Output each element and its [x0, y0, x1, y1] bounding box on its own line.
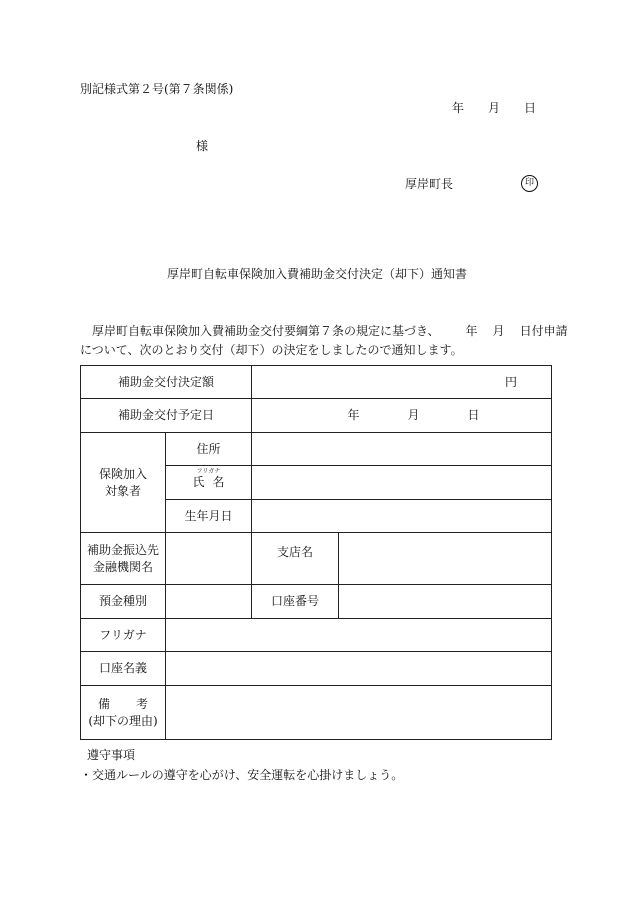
addressee-suffix: 様: [196, 139, 209, 153]
form-id: 別記様式第２号(第７条関係): [80, 82, 234, 96]
document-title: 厚岸町自転車保険加入費補助金交付決定（却下）通知書: [167, 267, 468, 281]
remarks-sub-label: (却下の理由): [88, 713, 158, 728]
remarks-label-1: 備: [97, 696, 110, 711]
name-label-1: 氏: [192, 475, 205, 489]
date-year: 年: [452, 101, 465, 115]
account-number-value: [339, 585, 552, 619]
decision-amount-label: 補助金交付決定額: [81, 366, 252, 399]
remarks-label-line: [81, 696, 165, 713]
bank-label-line-2: 金融機関名: [92, 559, 153, 574]
body-line-1-month: 月: [492, 324, 505, 338]
branch-value: [339, 533, 552, 585]
account-holder-value: [166, 652, 552, 686]
table-row: [81, 399, 552, 433]
address-value: [252, 433, 552, 466]
date-day-label: 日: [467, 408, 480, 422]
date-month-label: 月: [407, 408, 420, 422]
issuer-title: 厚岸町長: [405, 177, 454, 191]
body-line-1: [80, 322, 568, 341]
scheduled-date-label: 補助金交付予定日: [81, 399, 252, 433]
insured-label: [81, 433, 166, 533]
table-row: [81, 619, 552, 652]
remarks-label-2: 考: [136, 696, 149, 711]
date-day: 日: [524, 101, 537, 115]
yen-unit: 円: [505, 374, 518, 389]
furigana-label: フリガナ: [81, 619, 166, 652]
insured-label-line-1: 保険加入: [98, 466, 147, 481]
name-label: [166, 466, 252, 500]
seal-mark: 印: [521, 175, 538, 192]
address-label: 住所: [166, 433, 252, 466]
table-row: [81, 585, 552, 619]
birthdate-value: [252, 500, 552, 533]
table-row: [81, 433, 552, 466]
insured-label-line-2: 対象者: [104, 483, 141, 498]
name-furigana-small: フリガナ: [196, 468, 221, 475]
notification-table: [80, 365, 552, 740]
name-value: [252, 466, 552, 500]
decision-amount-value: [252, 366, 552, 399]
account-holder-label: 口座名義: [81, 652, 166, 686]
body-line-1-main: 厚岸町自転車保険加入費補助金交付要綱第７条の規定に基づき、: [92, 324, 440, 338]
bank-label-line-1: 補助金振込先: [86, 542, 159, 557]
deposit-type-value: [166, 585, 252, 619]
scheduled-date-value: [252, 399, 552, 433]
account-number-label: 口座番号: [252, 585, 339, 619]
notes-item: ・交通ルールの遵守を心がけ、安全運転を心掛けましょう。: [80, 768, 404, 782]
birthdate-label: 生年月日: [166, 500, 252, 533]
body-line-1-tail: 日付申請: [519, 324, 568, 338]
table-row: [81, 366, 552, 399]
table-row: [81, 686, 552, 740]
bank-value: [166, 533, 252, 585]
table-row: [81, 652, 552, 686]
date-year-label: 年: [347, 408, 360, 422]
furigana-value: [166, 619, 552, 652]
date-month: 月: [488, 101, 501, 115]
branch-label: 支店名: [252, 533, 339, 585]
name-label-2: 名: [212, 475, 225, 489]
body-line-1-year: 年: [465, 324, 478, 338]
notes-heading: 遵守事項: [87, 748, 136, 762]
deposit-type-label: 預金種別: [81, 585, 166, 619]
body-line-2: について、次のとおり交付（却下）の決定をしましたので通知します。: [80, 343, 463, 357]
table-row: [81, 533, 552, 585]
remarks-value: [166, 686, 552, 740]
remarks-label: [81, 686, 166, 740]
name-ruby-wrap: [192, 468, 225, 491]
bank-label: [81, 533, 166, 585]
